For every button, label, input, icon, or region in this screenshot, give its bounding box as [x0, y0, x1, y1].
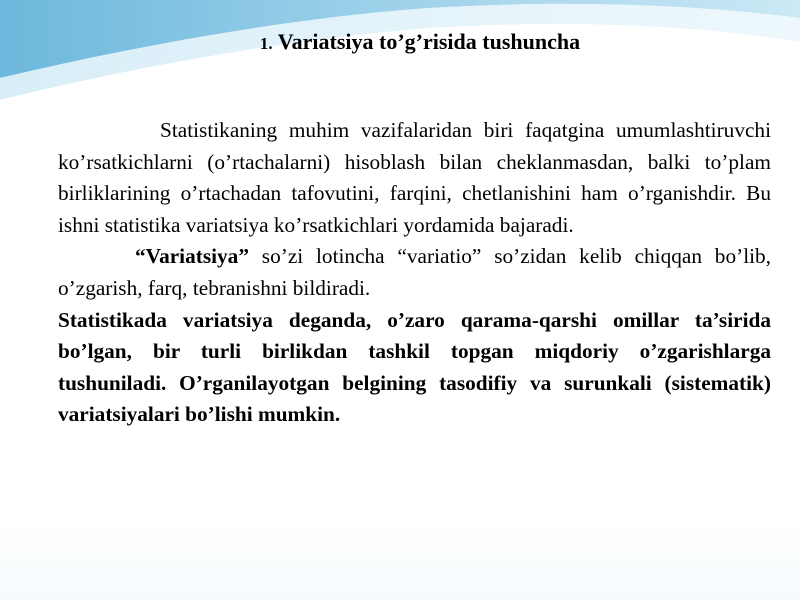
- title-number: 1.: [259, 34, 273, 53]
- paragraph-variation-definition: Statistikada variatsiya deganda, o’zaro qarama-qarshi omillar ta’sirida bo’lgan, bir turli birlikdan tashkil topgan miqdoriy o’zgarishlarga tushuniladi. O’rganilayotgan belgining tasodifiy va surunkali (sistematik) variatsiyalari bo’lishi mumkin.: [58, 307, 771, 427]
- slide-body: [58, 115, 771, 431]
- paragraph-definition-intro: Statistikaning muhim vazifalaridan biri faqatgina umumlashtiruvchi ko’rsatkichlarni (o’rtachalarni) hisoblash bilan cheklanmasdan, balki to’plam birliklarining o’rtachadan tafovutini, farqini, chetlanishini ham o’rganishdir. Bu ishni statistika variatsiya ko’rsatkichlari yordamida bajaradi.: [58, 118, 771, 237]
- term-variatsiya: “Variatsiya”: [135, 244, 249, 269]
- slide-title: [0, 27, 800, 59]
- paragraph-etymology: [58, 241, 771, 304]
- title-text: Variatsiya to’g’risida tushuncha: [277, 29, 581, 54]
- etymology-text: so’zi lotincha “variatio” so’zidan kelib chiqqan bo’lib, o’zgarish, farq, tebranishni bildiradi.: [58, 244, 771, 300]
